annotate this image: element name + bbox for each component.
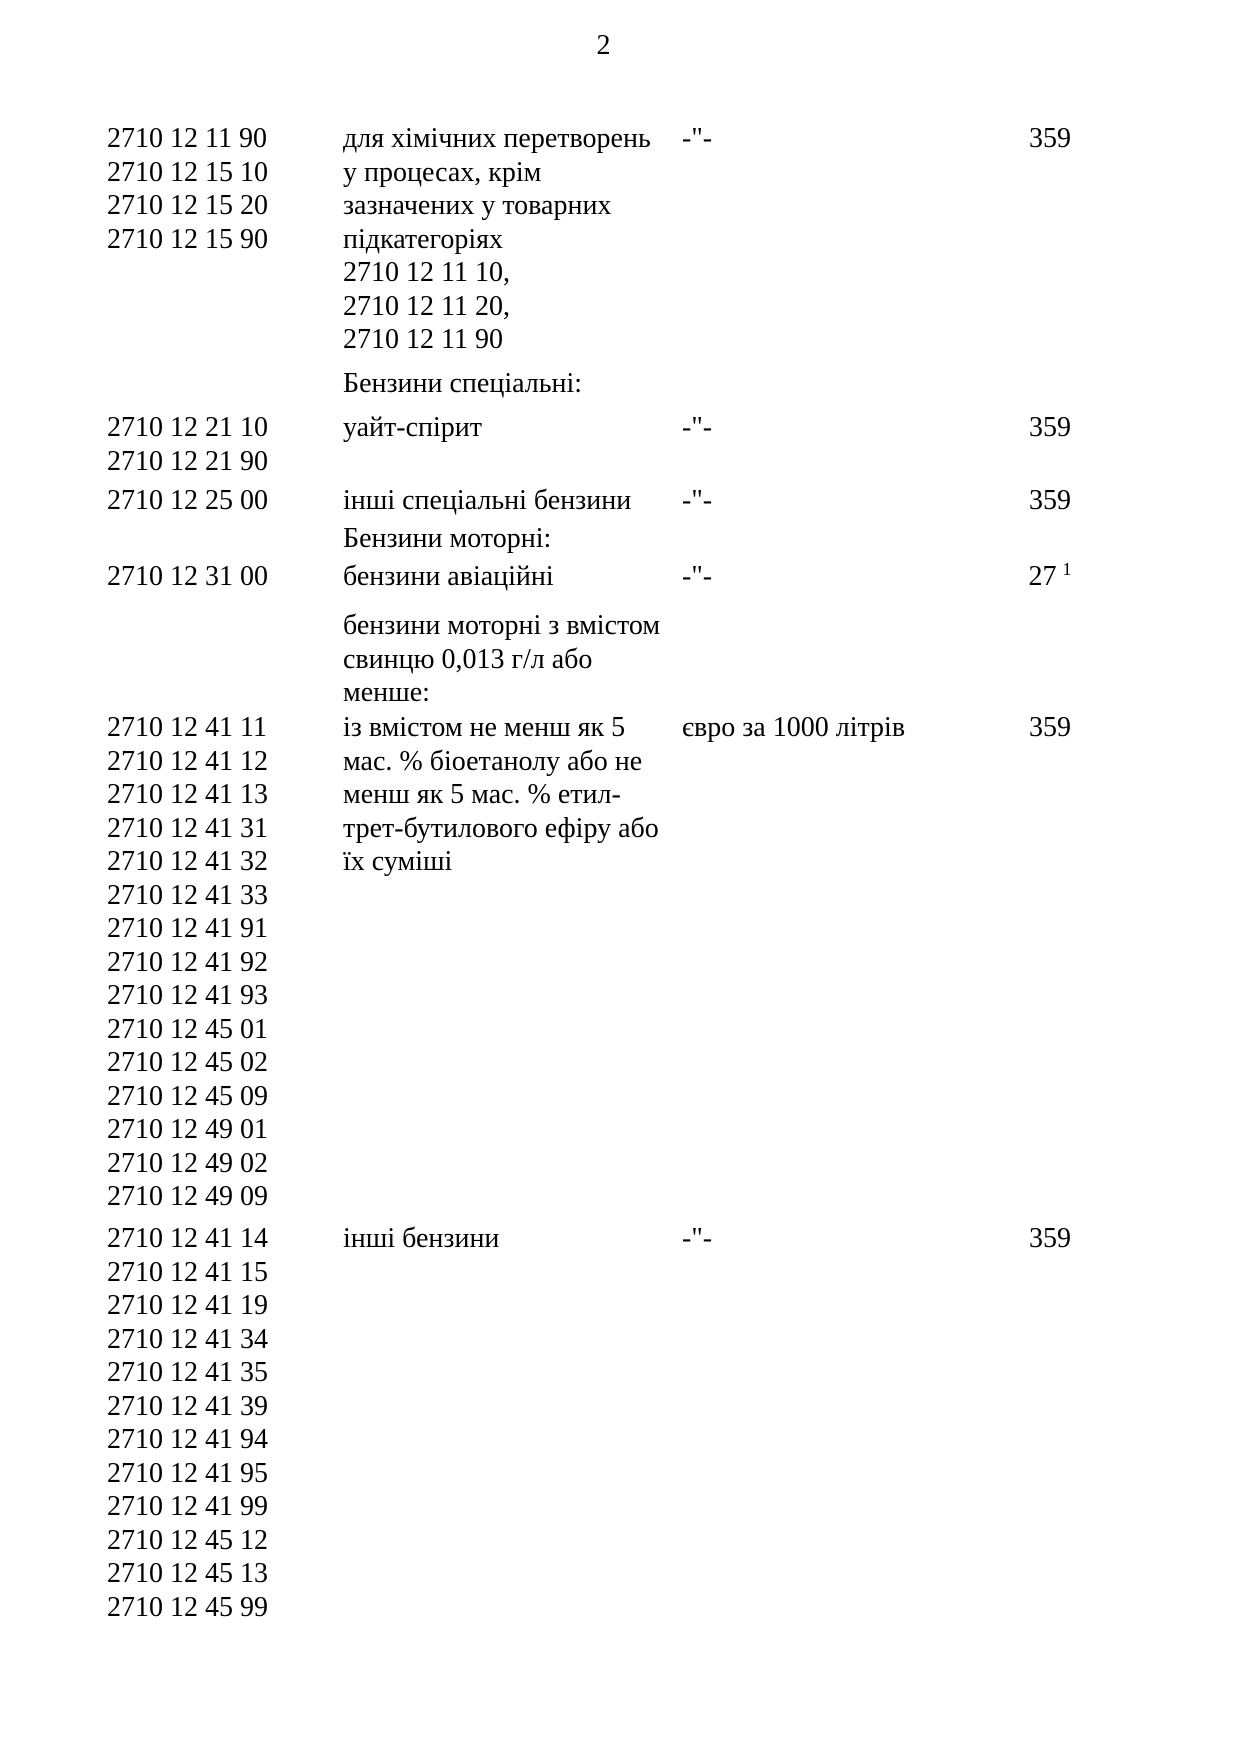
tax-rate-cell bbox=[1000, 367, 1100, 368]
ukt-zed-code: 2710 12 41 14 bbox=[107, 1223, 268, 1254]
tax-rate-cell: 359 bbox=[1029, 712, 1071, 743]
ukt-zed-code: 2710 12 31 00 bbox=[107, 561, 268, 592]
ukt-zed-code: 2710 12 41 92 bbox=[107, 946, 268, 978]
ukt-zed-code: 2710 12 41 39 bbox=[107, 1390, 268, 1422]
description-cell bbox=[343, 609, 682, 710]
description-line: у процесах, крім bbox=[343, 156, 542, 188]
table-row bbox=[107, 484, 1241, 518]
ukt-zed-code: 2710 12 41 15 bbox=[107, 1256, 268, 1288]
description-line: 2710 12 11 10, bbox=[343, 257, 510, 288]
ukt-zed-code: 2710 12 45 13 bbox=[107, 1558, 268, 1589]
ukt-zed-code: 2710 12 41 13 bbox=[107, 779, 268, 810]
section-header bbox=[107, 522, 1241, 556]
code-cell bbox=[107, 411, 343, 478]
ukt-zed-code: 2710 12 45 01 bbox=[107, 1013, 268, 1045]
description-cell bbox=[343, 411, 682, 445]
code-cell bbox=[107, 1222, 343, 1624]
section-header bbox=[107, 367, 1241, 401]
ukt-zed-code: 2710 12 49 01 bbox=[107, 1114, 268, 1145]
code-cell bbox=[107, 484, 343, 518]
ukt-zed-code: 2710 12 21 10 bbox=[107, 412, 268, 443]
table-row bbox=[107, 411, 1241, 478]
code-cell bbox=[107, 122, 343, 256]
tax-rate-cell bbox=[1000, 609, 1100, 610]
tax-rate-cell: 359 bbox=[1029, 123, 1071, 154]
code-cell bbox=[107, 560, 343, 594]
description-line: трет-бутилового ефіру або bbox=[343, 812, 659, 844]
tax-rate-cell: 359 bbox=[1029, 1223, 1071, 1254]
ukt-zed-code: 2710 12 11 90 bbox=[107, 123, 267, 154]
description-cell bbox=[343, 522, 682, 556]
table-row bbox=[107, 1222, 1241, 1624]
tax-rate-cell: 359 bbox=[1029, 412, 1071, 443]
code-cell bbox=[107, 522, 343, 523]
description-line: із вмістом не менш як 5 bbox=[343, 712, 626, 743]
description-line: 2710 12 11 20, bbox=[343, 290, 510, 322]
description-line: бензини авіаційні bbox=[343, 561, 554, 592]
footnote-marker: 1 bbox=[1062, 559, 1072, 579]
table-row bbox=[107, 122, 1241, 357]
code-cell bbox=[107, 711, 343, 1214]
table-row bbox=[107, 560, 1241, 594]
ukt-zed-code: 2710 12 41 31 bbox=[107, 812, 268, 844]
rates-table bbox=[107, 122, 1241, 1624]
ukt-zed-code: 2710 12 41 33 bbox=[107, 879, 268, 911]
ukt-zed-code: 2710 12 41 11 bbox=[107, 712, 267, 743]
ukt-zed-code: 2710 12 41 93 bbox=[107, 980, 268, 1011]
sub-description-line: свинцю 0,013 г/л або bbox=[343, 643, 593, 675]
ukt-zed-code: 2710 12 15 20 bbox=[107, 190, 268, 221]
ukt-zed-code: 2710 12 41 35 bbox=[107, 1357, 268, 1388]
description-cell bbox=[343, 560, 682, 594]
description-line: інші спеціальні бензини bbox=[343, 485, 632, 516]
ukt-zed-code: 2710 12 15 10 bbox=[107, 156, 268, 188]
description-line: підкатегоріях bbox=[343, 223, 504, 255]
ukt-zed-code: 2710 12 45 09 bbox=[107, 1080, 268, 1112]
unit-of-measure-cell: -"- bbox=[682, 561, 713, 592]
sub-description bbox=[107, 609, 1241, 710]
ukt-zed-code: 2710 12 41 99 bbox=[107, 1491, 268, 1522]
ukt-zed-code: 2710 12 41 91 bbox=[107, 913, 268, 944]
description-cell bbox=[343, 367, 682, 401]
tax-rate-cell bbox=[1000, 522, 1100, 523]
description-line: менш як 5 мас. % етил- bbox=[343, 779, 621, 810]
code-cell bbox=[107, 609, 343, 610]
ukt-zed-code: 2710 12 45 12 bbox=[107, 1524, 268, 1556]
ukt-zed-code: 2710 12 21 90 bbox=[107, 445, 268, 477]
sub-description-line: менше: bbox=[343, 677, 430, 708]
ukt-zed-code: 2710 12 45 99 bbox=[107, 1591, 268, 1623]
table-row bbox=[107, 711, 1241, 1214]
unit-of-measure-cell: -"- bbox=[682, 485, 713, 516]
ukt-zed-code: 2710 12 41 34 bbox=[107, 1323, 268, 1355]
ukt-zed-code: 2710 12 41 95 bbox=[107, 1457, 268, 1489]
sub-description-line: бензини моторні з вмістом bbox=[343, 610, 661, 641]
description-line: інші бензини bbox=[343, 1223, 500, 1254]
unit-of-measure-cell bbox=[682, 609, 1000, 610]
ukt-zed-code: 2710 12 41 12 bbox=[107, 745, 268, 777]
description-line: зазначених у товарних bbox=[343, 190, 612, 221]
ukt-zed-code: 2710 12 49 02 bbox=[107, 1147, 268, 1179]
unit-of-measure-cell: -"- bbox=[682, 1223, 713, 1254]
ukt-zed-code: 2710 12 15 90 bbox=[107, 223, 268, 255]
ukt-zed-code: 2710 12 25 00 bbox=[107, 485, 268, 516]
ukt-zed-code: 2710 12 41 94 bbox=[107, 1424, 268, 1455]
description-cell bbox=[343, 711, 682, 879]
code-cell bbox=[107, 367, 343, 368]
ukt-zed-code: 2710 12 41 32 bbox=[107, 846, 268, 877]
tax-rate-cell: 359 bbox=[1029, 485, 1071, 516]
ukt-zed-code: 2710 12 41 19 bbox=[107, 1290, 268, 1321]
ukt-zed-code: 2710 12 49 09 bbox=[107, 1181, 268, 1212]
description-line: уайт-спірит bbox=[343, 412, 483, 443]
unit-of-measure-cell: -"- bbox=[682, 123, 713, 154]
tax-rate-cell: 27 $^1$ bbox=[1028, 559, 1072, 592]
unit-of-measure-cell bbox=[682, 367, 1000, 368]
unit-of-measure-cell: -"- bbox=[682, 412, 713, 443]
ukt-zed-code: 2710 12 45 02 bbox=[107, 1047, 268, 1078]
section-header-text: Бензини спеціальні: bbox=[343, 368, 583, 399]
unit-of-measure-cell: євро за 1000 літрів bbox=[682, 712, 906, 743]
description-line: їх суміші bbox=[343, 846, 453, 877]
unit-of-measure-cell bbox=[682, 522, 1000, 523]
description-line: для хімічних перетворень bbox=[343, 123, 651, 154]
description-line: мас. % біоетанолу або не bbox=[343, 745, 643, 777]
page-number: 2 bbox=[596, 30, 611, 61]
section-header-text: Бензини моторні: bbox=[343, 523, 552, 554]
description-cell bbox=[343, 1222, 682, 1256]
description-cell bbox=[343, 484, 682, 518]
description-line: 2710 12 11 90 bbox=[343, 324, 503, 355]
description-cell bbox=[343, 122, 682, 357]
